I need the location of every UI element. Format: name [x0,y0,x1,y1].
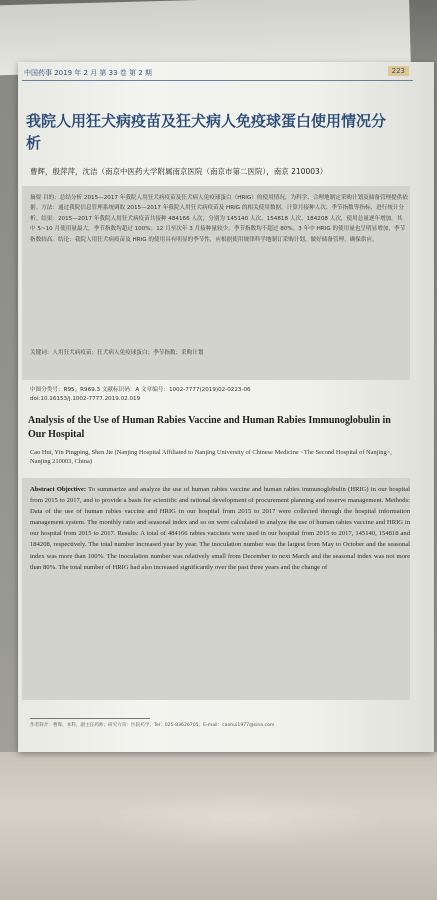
footnote: 作者简介：曹辉，本科，副主任药师；研究方向：医院药学；Tel：025-83626705；E-mail：caohui1977@sina.com [30,723,275,728]
keywords: 关键词：人用狂犬病疫苗；狂犬病人免疫球蛋白；季节指数；采购计划 [30,350,204,356]
cloth-fold [90,790,390,850]
chinese-abstract: 摘要 目的：总结分析 2015—2017 年我院人用狂犬病疫苗及狂犬病人免疫球蛋白（HRIG）的使用情况，为科学、合理地制定采购计划及储备管理提供依据。方法：通过我院信息管理系统调取 2015—2017 年我院人用狂犬病疫苗及 HRIG 的相关使用数据，计算月接种人次、季节指数等指标，进行统计分析。结果：2015—2017 年我院人用狂犬病疫苗共接种 484166 人次，分别为 145140 人次、154818 人次、184208 人次，使用总量逐年增加。其中 5~10 月使用量最大，季节指数均超过 100%；12 月至次年 3 月接种量较少，季节指数均不超过 80%。3 年中 HRIG 的使用量也呈明显增加，季节指数较高。结论：我院人用狂犬病疫苗及 HRIG 的使用具有明显的季节性，应根据使用规律科学地制订采购计划，做好储备管理，确保供应。 [30,195,408,243]
article-authors: 曹辉，殷萍萍，沈洁（南京中医药大学附属南京医院（南京市第二医院），南京 210003） [30,167,328,176]
footnote-rule [30,718,150,719]
page-number: 223 [388,66,409,76]
classification-line: 中图分类号：R95；R969.3 文献标识码：A 文章编号：1002-7777(2019)02-0223-06 [30,387,251,393]
classification-block [30,386,410,404]
english-title: Analysis of the Use of Human Rabies Vaccine and Human Rabies Immunoglobulin in Our Hospital [28,415,391,440]
article-title: 我院人用狂犬病疫苗及狂犬病人免疫球蛋白使用情况分析 [26,112,387,152]
journal-header: 中国药事 2019 年 2 月 第 33 卷 第 2 期 [24,69,152,77]
header-rule [22,80,413,81]
doi-line: doi:10.16153/j.1002-7777.2019.02.019 [30,396,141,402]
english-abstract-label: Abstract Objective: [30,486,87,493]
english-authors: Cao Hui, Yin Pingping, Shen Jie (Nanjing Hospital Affiliated to Nanjing University of Chinese Medicine <The Second Hospital of Nanjing>, Nanjing 210003, China) [30,449,392,465]
english-abstract-body: To summarize and analyze the use of human rabies vaccine and human rabies immunoglobulin (HRIG) in our hospital from 2015 to 2017, and to provide a basis for scientific and rational development of procurement planning and reserve management. Methods: Data of the use of human rabies vaccine and HRIG in our hospital from 2015 to 2017 were collected through the hospital information management system. The monthly ratio and seasonal index and so on were calculated to analyze the use of human rabies vaccine and HRIG in our hospital from 2015 to 2017. Results: A total of 484166 rabies vaccines were used in our hospital from 2015 to 2017, 145140, 154818 and 184208, respectively. The total number increased year by year. The inoculation number was the largest from May to October and the seasonal index was more than 100%. The inoculation number was relatively small from December to next March and the seasonal index was not more than 80%. The total number of HRIG had also increased significantly over the past three years and the change of [30,486,411,571]
english-abstract [30,484,410,573]
